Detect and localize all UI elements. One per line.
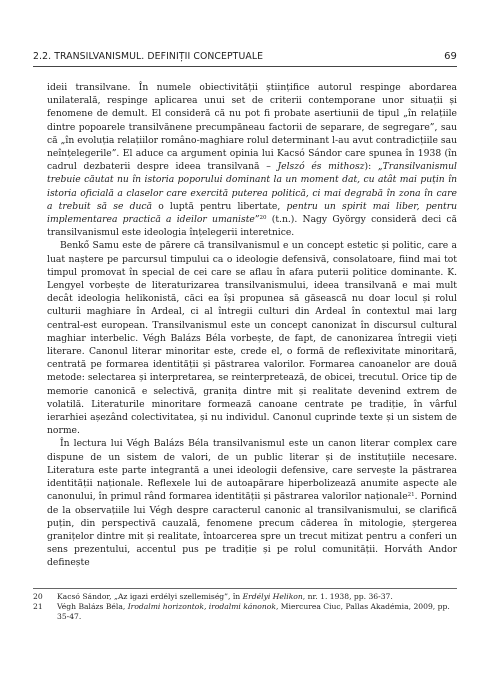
text-run: ): „ — [364, 161, 383, 173]
footnote-ref: 20 — [259, 215, 267, 222]
page-number: 69 — [444, 51, 457, 62]
footnote-number: 21 — [33, 602, 43, 612]
paragraph — [47, 81, 457, 239]
header-rule — [33, 66, 457, 67]
running-header — [33, 51, 457, 62]
text-run: În lectura lui Végh Balázs Béla transilvanismul este un canon literar complex care dispune de un sistem de valori, de un public literar și de instituțiile necesare. Literatura este parte integrantă a unei ideologii defensive, care servește la păstrarea identității naționale. Reflexele lui de autoapărare hiperbolizează anumite aspecte ale canonului, în primul rând formarea identității și păstrarea valorilor naționale — [47, 438, 457, 503]
footnote-rule — [33, 588, 457, 589]
text-run: o luptă pentru libertate, — [152, 200, 287, 212]
main-text — [47, 81, 457, 570]
text-run: ” — [254, 214, 260, 226]
paragraph — [47, 239, 457, 437]
text-run: , nr. 1. 1938, pp. 36-37. — [302, 592, 393, 601]
paragraph — [47, 437, 457, 569]
footnote-number: 20 — [33, 592, 43, 601]
text-run: Benkő Samu este de părere că transilvanismul e un concept estetic și politic, care a luat naștere pe parcursul timpului ca o ideologie defensivă, consolatoare, fiind mai tot timpul promovat în special de cei care se aflau în afara puterii politice dominante. K. Lengyel vorbește de literaturizarea transilvanismului, ideea transilvană e mai mult decât ideologia helikonistă, căci ea își propunea să găsească nu doar locul și rolul culturii maghiare în Ardeal, ci al întregii culturi din Ardeal în contextul mai larg central-est european. Transilvanismul este un concept canonizat în discursul cultural maghiar interbelic. Végh Balázs Béla vorbește, de fapt, de canonizarea întregii vieți literare. Canonul literar minoritar este, crede el, o formă de reflexivitate minoritară, centrată pe formarea identității și păstrarea valorilor. Formarea canoanelor are două metode: selectarea și interpretarea, se reinterpretează, de obicei, trecutul. Orice tip de memorie canonică e selectivă, granița dintre mit și realitate devenind extrem de volatilă. Literaturile minoritare formează canoane centrate pe tradiție, în vârful ierarhiei așezând colectivitatea, și nu individul. Canonul cuprinde texte și un sistem de norme. — [47, 240, 457, 437]
italic-run: Transilvanismul trebuie căutat nu în istoria poporului dominant la un moment dat, cu atât mai puțin în istoria oficială a claselor care exercită puterea politică, ci mai degrabă în zona în care a trebuit să se ducă — [47, 161, 457, 212]
footnote — [33, 592, 457, 602]
footnote-text — [57, 602, 457, 622]
text-run: (t.n.). Nagy György consideră deci că transilvanismul este ideologia înțelegerii interetnice. — [47, 214, 458, 239]
text-run: Végh Balázs Béla, — [57, 602, 128, 612]
text-run: . Pornind de la observațiile lui Végh despre caracterul canonic al transilvanismului, se clarifică puțin, din perspectivă cauzală, fenomene precum căderea în mitologie, ștergerea granițelor dintre mit și realitate, întoarcerea spre un trecut mitizat pentru a conferi un sens prezentului, accentul pus pe tradiție și pe rolul comunității. Horváth Andor definește — [47, 491, 457, 569]
footnotes — [33, 592, 457, 623]
italic-run: Erdélyi Helikon — [242, 592, 303, 601]
text-run: , Miercurea Ciuc, Pallas Akadémia, 2009, pp. 35-47. — [57, 602, 450, 622]
italic-run: Jelszó és mithosz — [277, 161, 365, 173]
footnote — [33, 602, 457, 622]
italic-run: pentru un spirit mai liber, pentru implementarea practică a ideilor umaniste — [47, 200, 457, 226]
footnote-ref: 21 — [407, 492, 415, 499]
text-run: ideii transilvane. În numele obiectivității științifice autorul respinge abordarea unilaterală, respinge aplicarea unui set de criterii contemporane unor situații și fenomene de demult. El consideră că nu pot fi probate asertiunii de tipul „în relațiile dintre popoarele transilvănene precumpăneau factorii de separare, de segregare”, sau că „în evoluția relațiilor româno-maghiare rolul determinant l-au avut contradicțiile sau neînțelegerile”. El aduce ca argument opinia lui Kacsó Sándor care spunea în 1938 (în cadrul dezbaterii despre ideea transilvană – — [47, 82, 457, 173]
chapter-title: 2.2. TRANSILVANISMUL. DEFINIȚII CONCEPTUALE — [33, 51, 264, 62]
italic-run: Irodalmi horizontok, irodalmi kánonok — [127, 602, 276, 612]
text-run: Kacsó Sándor, „Az igazi erdélyi szellemiség”, în — [57, 592, 243, 601]
footnote-text — [57, 592, 457, 602]
